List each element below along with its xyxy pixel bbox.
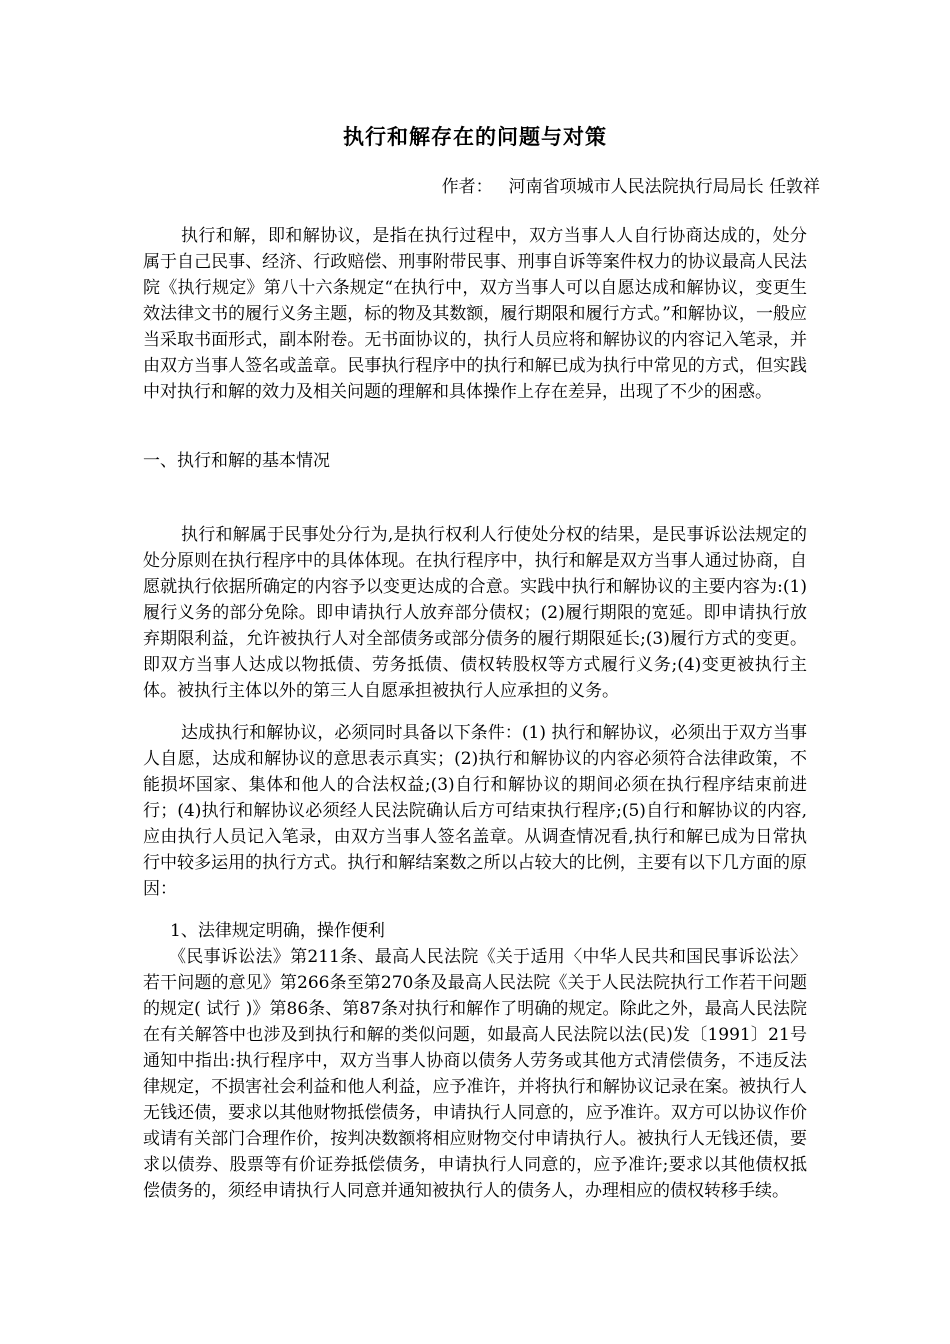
section-heading: 一、执行和解的基本情况 — [143, 451, 330, 471]
paragraph-basic-situation: 执行和解属于民事处分行为,是执行权利人行使处分权的结果，是民事诉讼法规定的处分原则在执行程序中的具体体现。在执行程序中，执行和解是双方当事人通过协商，自愿就执行依据所确定的内容予以变更达成的合意。实践中执行和解协议的主要内容为:(1) 履行义务的部分免除。即申请执行人放弃部分债权；(2)履行期限的宽延。即申请执行放弃期限利益，允许被执行人对全部债务或部分债务的履行期限延长;(3)履行方式的变更。即双方当事人达成以物抵债、劳务抵债、债权转股权等方式履行义务;(4)变更被执行主体。被执行主体以外的第三人自愿承担被执行人应承担的义务。 — [143, 525, 807, 701]
author-line — [0, 174, 820, 200]
document-title: 执行和解存在的问题与对策 — [343, 124, 607, 149]
author-name: 河南省项城市人民法院执行局局长 任敦祥 — [508, 177, 820, 197]
paragraph-conditions: 达成执行和解协议，必须同时具备以下条件：(1) 执行和解协议，必须出于双方当事人自愿，达成和解协议的意思表示真实；(2)执行和解协议的内容必须符合法律政策，不能损坏国家、集体和他人的合法权益;(3)自行和解协议的期间必须在执行程序结束前进行；(4)执行和解协议必须经人民法院确认后方可结束执行程序;(5)自行和解协议的内容,应由执行人员记入笔录，由双方当事人签名盖章。从调查情况看,执行和解已成为日常执行中较多运用的执行方式。执行和解结案数之所以占较大的比例，主要有以下几方面的原因： — [143, 723, 807, 899]
author-label: 作者： — [441, 177, 493, 197]
subheading-1: 1、法律规定明确，操作便利 — [170, 921, 385, 941]
paragraph-legal-basis: 《民事诉讼法》第211条、最高人民法院《关于适用〈中华人民共和国民事诉讼法〉若干问题的意见》第266条至第270条及最高人民法院《关于人民法院执行工作若干问题的规定( 试行 )》第86条、第87条对执行和解作了明确的规定。除此之外，最高人民法院在有关解答中也涉及到执行和解的类似问题，如最高人民法院以法(民)发〔1991〕21号通知中指出:执行程序中，双方当事人协商以债务人劳务或其他方式清偿债务，不违反法律规定，不损害社会利益和他人利益，应予准许，并将执行和解协议记录在案。被执行人无钱还债，要求以其他财物抵偿债务，申请执行人同意的，应予准许。双方可以协议作价或请有关部门合理作价，按判决数额将相应财物交付申请执行人。被执行人无钱还债，要求以债券、股票等有价证券抵偿债务，申请执行人同意的，应予准许;要求以其他债权抵偿债务的，须经申请执行人同意并通知被执行人的债务人，办理相应的债权转移手续。 — [143, 947, 807, 1201]
paragraph-intro: 执行和解，即和解协议，是指在执行过程中，双方当事人人自行协商达成的，处分属于自己民事、经济、行政赔偿、刑事附带民事、刑事自诉等案件权力的协议最高人民法院《执行规定》第八十六条规定“在执行中，双方当事人可以自愿达成和解协议，变更生效法律文书的履行义务主题，标的物及其数额，履行期限和履行方式。”和解协议，一般应当采取书面形式，副本附卷。无书面协议的，执行人员应将和解协议的内容记入笔录，并由双方当事人签名或盖章。民事执行程序中的执行和解已成为执行中常见的方式，但实践中对执行和解的效力及相关问题的理解和具体操作上存在差异，出现了不少的困惑。 — [143, 226, 807, 402]
